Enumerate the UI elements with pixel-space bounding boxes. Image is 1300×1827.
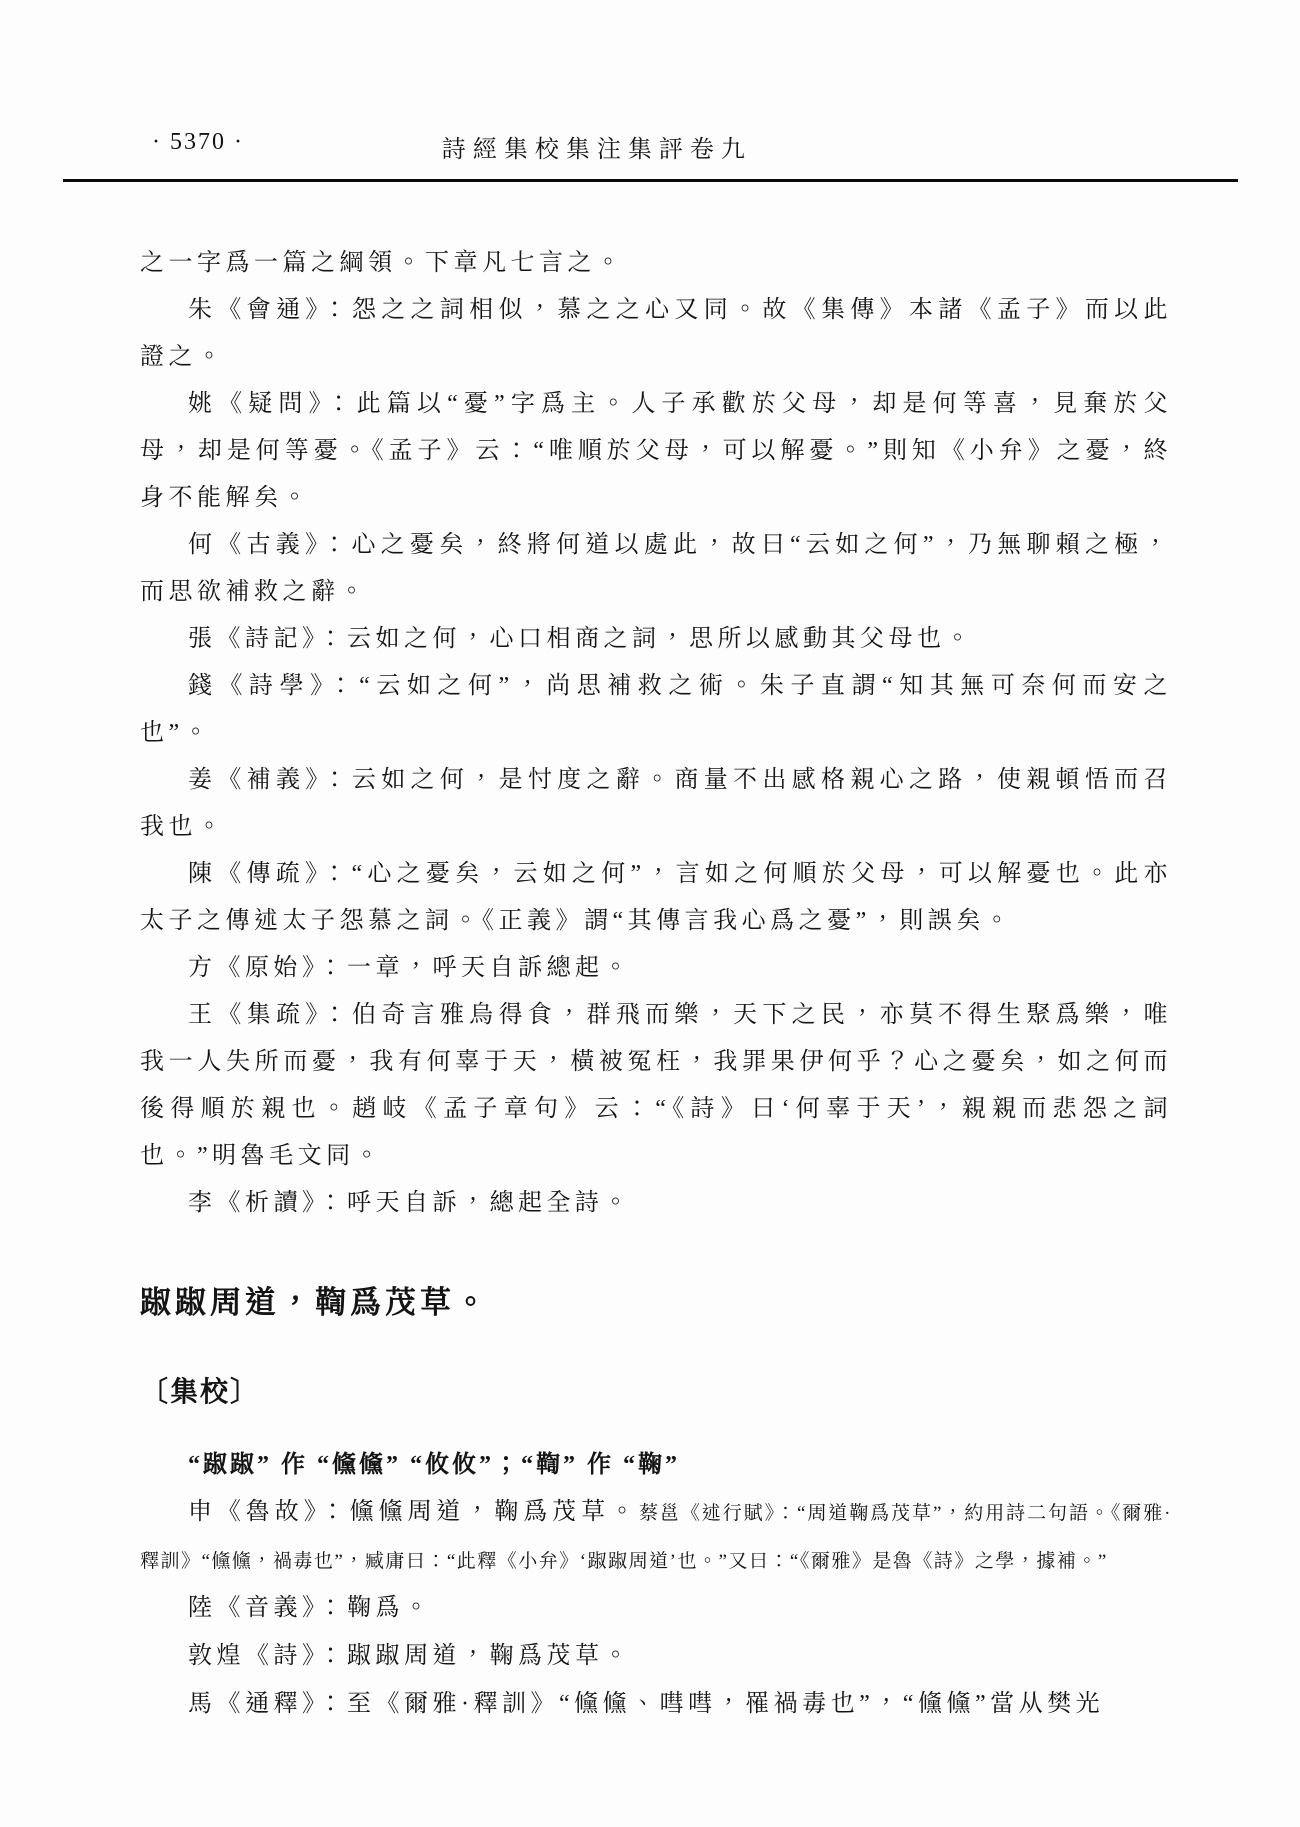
paragraph: 錢《詩學》：“云如之何”，尚思補救之術。朱子直謂“知其無可奈何而安之也”。	[140, 673, 1172, 746]
paragraph: 姜《補義》：云如之何，是忖度之辭。商量不出感格親心之路，使親頓悟而召我也。	[140, 767, 1172, 840]
paragraph: 王《集疏》：伯奇言雅烏得食，群飛而樂，天下之民，亦莫不得生聚爲樂，唯我一人失所而憂，我有何辜于天，橫被冤枉，我罪果伊何乎？心之憂矣，如之何而後得順於親也。趙岐《孟子章句》云：“《詩》曰‘何辜于天’，親親而悲怨之詞也。”明魯毛文同。	[140, 1002, 1172, 1169]
header-rule	[63, 179, 1238, 182]
paragraph: 何《古義》：心之憂矣，終將何道以處此，故曰“云如之何”，乃無聊賴之極，而思欲補救之辭。	[140, 532, 1172, 605]
book-title: 詩經集校集注集評卷九	[441, 137, 752, 163]
entry-lead: 陸《音義》：鞠爲。	[188, 1595, 433, 1621]
entry-lead: 敦煌《詩》：踧踧周道，鞠爲茂草。	[188, 1643, 632, 1669]
page-header	[60, 125, 1240, 167]
paragraph: 朱《會通》：怨之之詞相似，慕之之心又同。故《集傳》本諸《孟子》而以此證之。	[140, 297, 1172, 370]
collation-variants: “踧踧” 作 “儵儵” “攸攸”；“鞫” 作 “鞠”	[188, 1452, 680, 1478]
paragraph: 張《詩記》：云如之何，心口相商之詞，思所以感動其父母也。	[188, 626, 974, 652]
collation-entry	[140, 1681, 1172, 1729]
section-label: 〔集校〕	[140, 1377, 261, 1408]
paragraph: 方《原始》：一章，呼天自訴總起。	[188, 955, 632, 981]
page-number: · 5370 ·	[152, 129, 244, 155]
collation-entry	[140, 1633, 1172, 1681]
paragraph: 之一字爲一篇之綱領。下章凡七言之。	[140, 250, 625, 276]
verse-heading: 踧踧周道，鞫爲茂草。	[140, 1285, 490, 1320]
entry-lead: 申《魯故》：儵儵周道，鞠爲茂草。	[188, 1499, 639, 1525]
paragraph: 姚《疑問》：此篇以“憂”字爲主。人子承歡於父母，却是何等喜，見棄於父母，却是何等憂。《孟子》云：“唯順於父母，可以解憂。”則知《小弁》之憂，終身不能解矣。	[140, 391, 1172, 511]
entry-lead: 馬《通釋》：至《爾雅·釋訓》“儵儵、嘒嘒，罹禍毒也”，“儵儵”當从樊光	[188, 1691, 1105, 1717]
collation-entry	[140, 1489, 1172, 1585]
paragraph: 李《析讀》：呼天自訴，總起全詩。	[188, 1190, 632, 1216]
collation-entry	[140, 1585, 1172, 1633]
entry-note: 蔡邕《述行賦》：“周道鞠爲茂草”，約用詩二句語。《爾雅·釋訓》“儵儵，禍毒也”，臧庸曰：“此釋《小弁》‘踧踧周道’也。”又曰：“《爾雅》是魯《詩》之學，據補。”	[140, 1503, 1172, 1572]
paragraph: 陳《傳疏》：“心之憂矣，云如之何”，言如之何順於父母，可以解憂也。此亦太子之傳述太子怨慕之詞。《正義》謂“其傳言我心爲之憂”，則誤矣。	[140, 861, 1172, 934]
page-content	[140, 240, 1172, 1729]
